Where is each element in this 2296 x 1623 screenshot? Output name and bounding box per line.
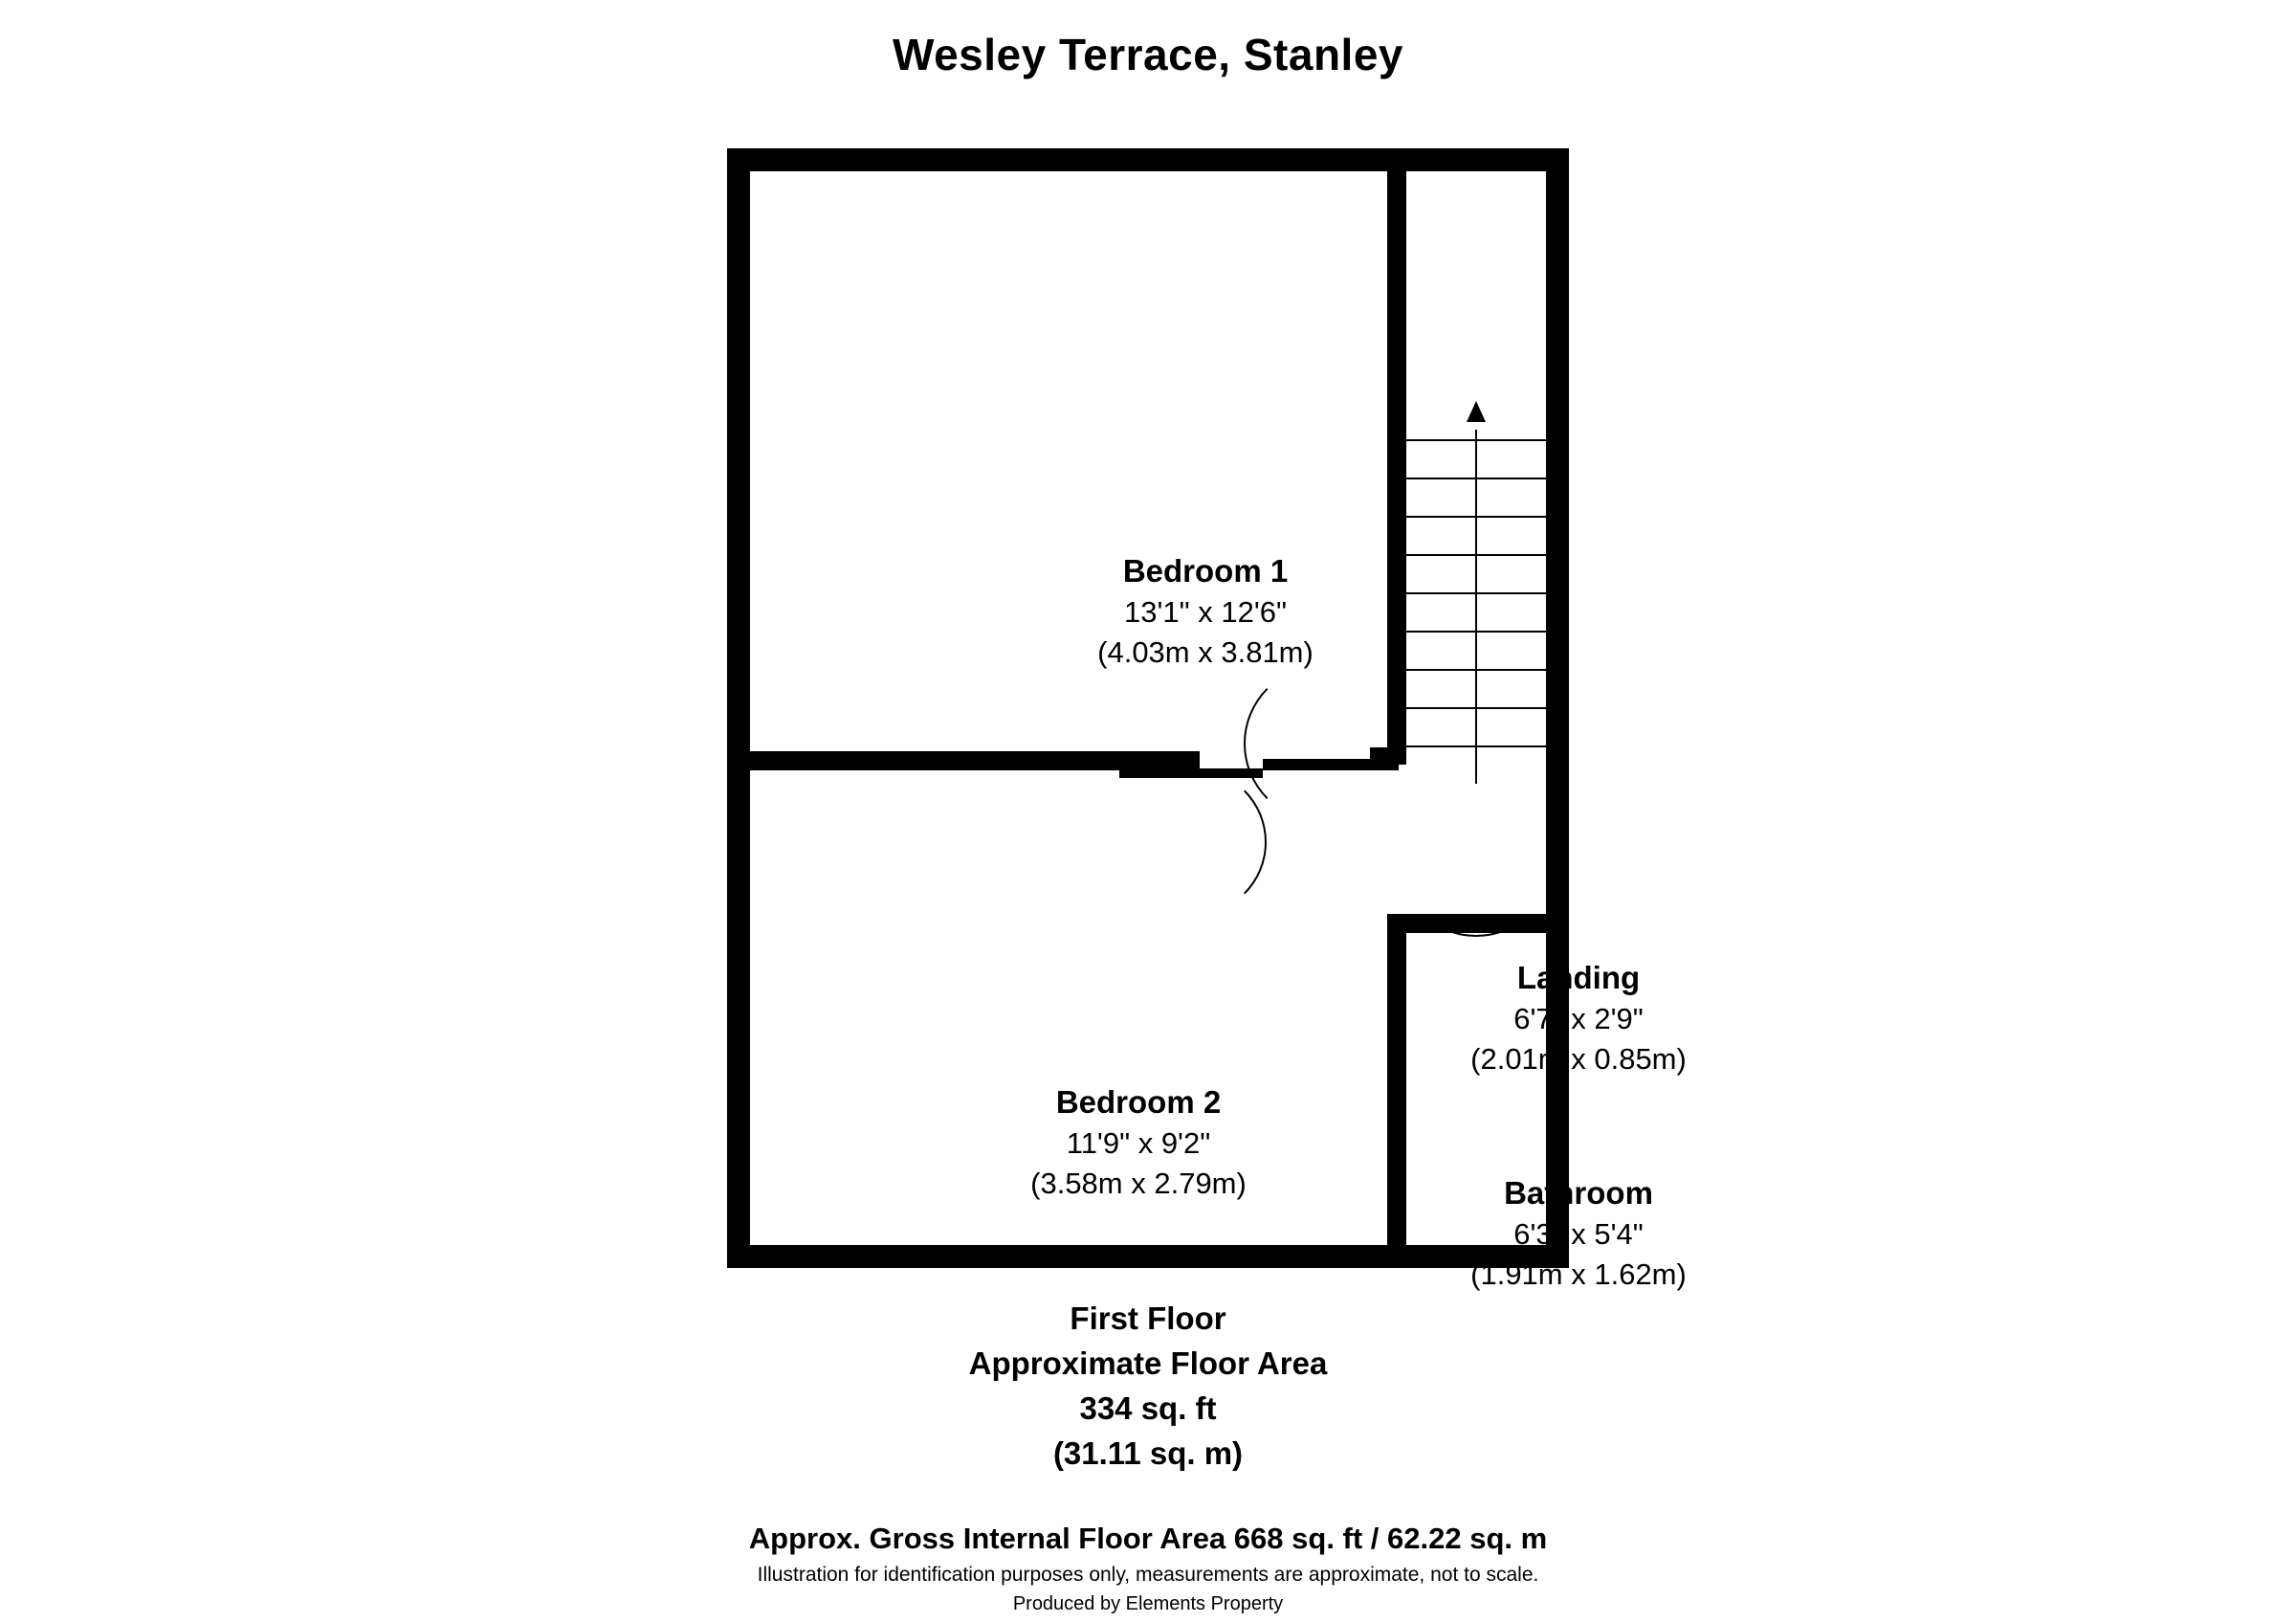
room-label-landing (1378, 957, 1779, 1078)
room-name: Bathroom (1504, 1175, 1653, 1211)
door-swing-bedroom1 (1244, 665, 1401, 822)
room-dimensions-metric: (2.01m x 0.85m) (1470, 1041, 1687, 1076)
room-name: Bedroom 2 (1055, 1084, 1222, 1120)
room-dimensions-imperial: 13'1" x 12'6" (1123, 595, 1287, 630)
room-name: Bedroom 1 (1122, 553, 1289, 589)
room-dimensions-imperial: 6'3" x 5'4" (1513, 1217, 1644, 1252)
page-title: Wesley Terrace, Stanley (893, 30, 1403, 79)
floor-plan (727, 148, 1687, 1291)
room-label-bathroom (1387, 1172, 1770, 1294)
floor-area-imperial: 334 sq. ft (1079, 1390, 1217, 1426)
door-swing-bedroom2 (1119, 768, 1267, 916)
door-leaf-bedroom2 (1119, 768, 1263, 778)
staircase (1406, 171, 1546, 784)
stair-rail (1475, 430, 1477, 784)
floor-summary (0, 1297, 2296, 1476)
room-dimensions-metric: (4.03m x 3.81m) (1097, 634, 1314, 669)
room-dimensions-imperial: 11'9" x 9'2" (1066, 1126, 1211, 1161)
up-arrow-icon (1467, 401, 1486, 422)
disclaimer-text: Illustration for identification purposes only, measurements are approximate, not to scale. (757, 1564, 1539, 1586)
room-name: Landing (1516, 960, 1641, 995)
room-dimensions-metric: (1.91m x 1.62m) (1470, 1256, 1687, 1291)
gross-internal-area: Approx. Gross Internal Floor Area 668 sq. ft / 62.22 sq. m (748, 1522, 1548, 1555)
wall-bedroom-divider (750, 751, 1200, 770)
producer-credit: Produced by Elements Property (1012, 1593, 1284, 1614)
room-dimensions-metric: (3.58m x 2.79m) (1030, 1166, 1247, 1200)
room-label-bedroom-2 (947, 1081, 1330, 1203)
floor-area-label: Approximate Floor Area (968, 1345, 1328, 1381)
floor-label: First Floor (1070, 1301, 1226, 1336)
room-dimensions-imperial: 6'7" x 2'9" (1513, 1002, 1644, 1036)
room-label-bedroom-1 (1014, 550, 1397, 672)
door-swing-bathroom (1402, 799, 1550, 937)
floor-area-metric: (31.11 sq. m) (1052, 1434, 1244, 1471)
